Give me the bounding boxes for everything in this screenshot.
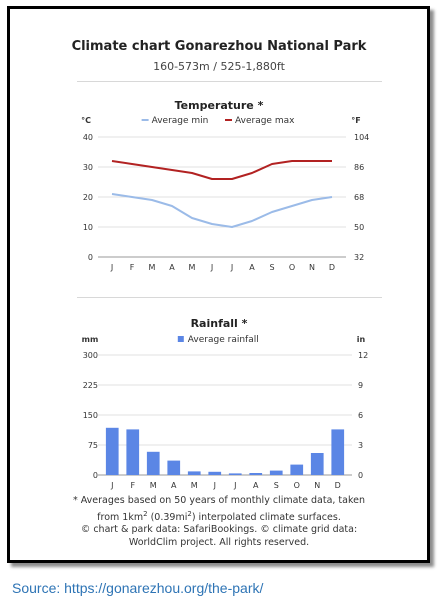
chart-subtitle: Temperature * <box>174 99 264 112</box>
x-tick-label: J <box>213 481 216 490</box>
x-tick-label: A <box>169 263 175 272</box>
x-tick-label: J <box>110 263 114 272</box>
y-axis-unit-left: mm <box>81 335 99 344</box>
y-tick-label-right: 9 <box>358 381 364 390</box>
y-tick-label-left: 300 <box>82 351 98 360</box>
y-tick-label-right: 3 <box>358 441 364 450</box>
series-line <box>112 161 332 179</box>
rainfall-bar <box>311 453 324 475</box>
x-tick-label: M <box>149 481 157 490</box>
x-tick-label: A <box>249 263 255 272</box>
legend-swatch <box>178 336 184 342</box>
y-tick-label-right: 12 <box>358 351 369 360</box>
y-tick-label-left: 75 <box>87 441 98 450</box>
y-tick-label-left: 0 <box>87 253 93 262</box>
legend-label: Average max <box>235 116 295 126</box>
rainfall-bar <box>188 471 201 475</box>
y-tick-label-left: 150 <box>82 411 98 420</box>
x-tick-label: D <box>328 263 336 272</box>
y-tick-label-left: 225 <box>82 381 98 390</box>
y-tick-label-right: 32 <box>354 253 365 262</box>
chart-card <box>24 19 414 549</box>
rainfall-bar <box>229 473 242 475</box>
rainfall-bar <box>126 429 139 475</box>
y-tick-label-right: 0 <box>358 471 364 480</box>
footnote <box>44 495 394 549</box>
y-tick-label-right: 68 <box>354 193 365 202</box>
divider <box>77 81 382 82</box>
rainfall-bar <box>290 465 303 475</box>
y-axis-unit-left: °C <box>81 116 91 125</box>
legend-label: Average min <box>151 116 209 126</box>
y-tick-label-right: 50 <box>354 223 365 232</box>
y-tick-label-left: 10 <box>82 223 93 232</box>
x-tick-label: M <box>148 263 156 272</box>
rainfall-bar <box>249 473 262 475</box>
x-tick-label: S <box>273 481 279 490</box>
x-tick-label: M <box>188 263 196 272</box>
x-tick-label: J <box>210 263 214 272</box>
x-tick-label: F <box>129 263 135 272</box>
y-axis-unit-right: °F <box>351 116 361 125</box>
y-tick-label-left: 30 <box>82 163 93 172</box>
y-tick-label-left: 40 <box>82 133 93 142</box>
rainfall-chart <box>24 305 414 495</box>
x-tick-label: A <box>171 481 177 490</box>
footnote-line: WorldClim project. All rights reserved. <box>128 536 310 548</box>
y-tick-label-right: 86 <box>354 163 365 172</box>
chart-title: Climate chart Gonarezhou National Park <box>71 39 367 54</box>
x-tick-label: O <box>288 263 296 272</box>
rainfall-bar <box>208 472 221 475</box>
x-tick-label: A <box>253 481 259 490</box>
y-tick-label-left: 0 <box>92 471 98 480</box>
x-tick-label: M <box>190 481 198 490</box>
rainfall-bar <box>106 428 119 475</box>
elevation-subtitle: 160-573m / 525-1,880ft <box>153 60 285 73</box>
rainfall-bar <box>147 452 160 475</box>
footnote-line: * Averages based on 50 years of monthly climate data, taken <box>72 495 366 506</box>
footnote-line: from $1km^2$ $(0.39mi^2)$ interpolated climate surfaces. <box>97 509 341 523</box>
legend-label: Average rainfall <box>187 335 259 345</box>
x-tick-label: J <box>111 481 114 490</box>
x-tick-label: N <box>309 263 315 272</box>
rainfall-bar <box>331 429 344 475</box>
rainfall-bar <box>270 471 283 475</box>
y-tick-label-left: 20 <box>82 193 93 202</box>
x-tick-label: D <box>334 481 341 490</box>
source-caption: Source: https://gonarezhou.org/the-park/ <box>12 580 264 596</box>
y-tick-label-right: 104 <box>354 133 370 142</box>
temperature-chart <box>24 89 414 289</box>
x-tick-label: J <box>230 263 234 272</box>
x-tick-label: N <box>314 481 321 490</box>
x-tick-label: O <box>293 481 300 490</box>
divider <box>77 297 382 298</box>
x-tick-label: J <box>234 481 237 490</box>
footnote-line: © chart & park data: SafariBookings. © climate grid data: <box>80 524 358 536</box>
series-line <box>112 194 332 227</box>
chart-subtitle: Rainfall * <box>190 317 248 330</box>
x-tick-label: F <box>130 481 136 490</box>
rainfall-bar <box>167 461 180 475</box>
x-tick-label: S <box>269 263 275 272</box>
y-axis-unit-right: in <box>356 335 366 344</box>
y-tick-label-right: 6 <box>358 411 364 420</box>
chart-frame <box>7 6 430 563</box>
